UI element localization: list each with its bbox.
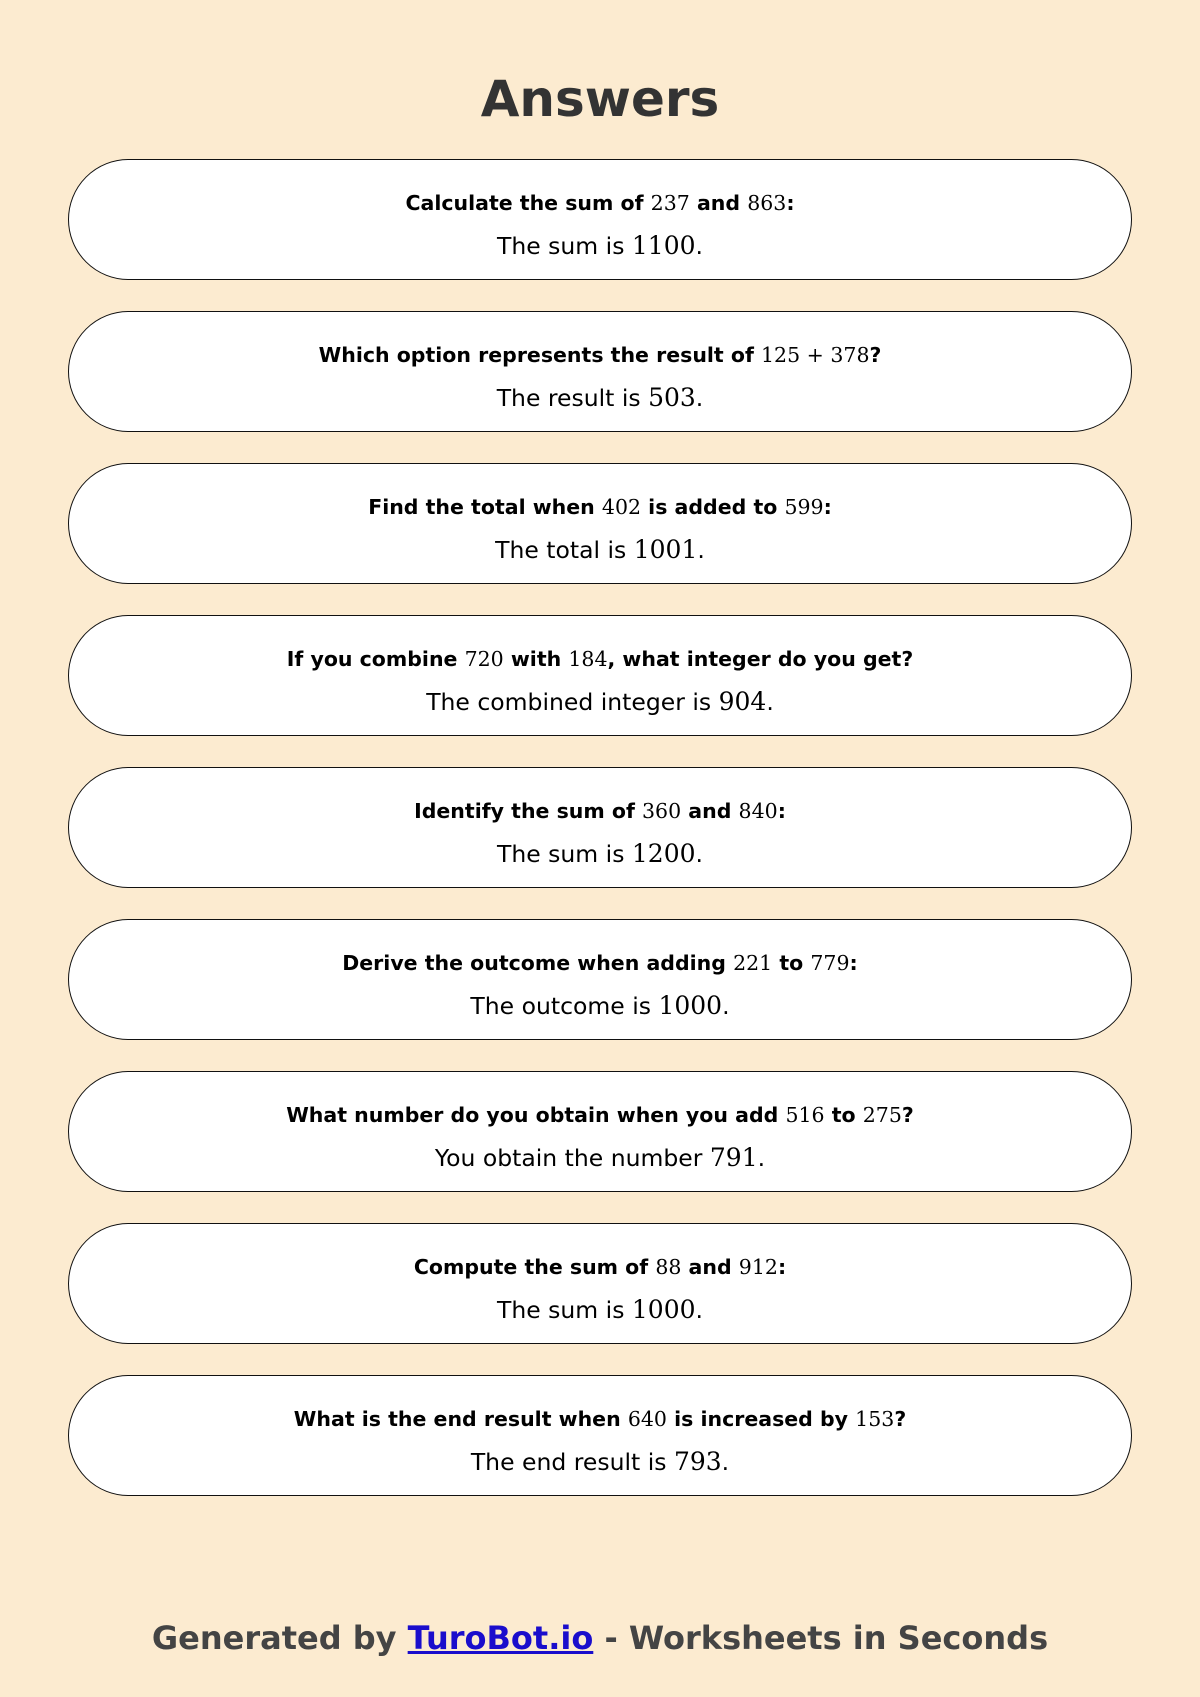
footer-prefix: Generated by	[151, 1619, 408, 1657]
text-segment: .	[695, 384, 704, 412]
text-segment: and	[689, 191, 748, 215]
text-segment: The result is	[496, 384, 649, 412]
text-segment: :	[777, 799, 786, 823]
question-text	[69, 342, 1131, 368]
text-segment: .	[695, 840, 704, 868]
text-segment: The end result is	[470, 1448, 674, 1476]
text-segment: You obtain the number	[434, 1144, 710, 1172]
answer-card	[68, 1071, 1132, 1192]
answer-text	[69, 1144, 1131, 1172]
math-value: 1200	[631, 839, 696, 868]
text-segment: .	[721, 1448, 730, 1476]
text-segment: is increased by	[666, 1407, 856, 1431]
text-segment: :	[786, 191, 795, 215]
question-text	[69, 798, 1131, 824]
text-segment: Compute the sum of	[413, 1255, 656, 1279]
math-value: 840	[738, 799, 778, 823]
text-segment: Derive the outcome when adding	[342, 951, 734, 975]
text-segment: Calculate the sum of	[405, 191, 651, 215]
math-value: 1000	[631, 1295, 696, 1324]
page-title: Answers	[480, 70, 720, 128]
math-value: 791	[709, 1143, 758, 1172]
question-text	[69, 950, 1131, 976]
text-segment: The total is	[495, 536, 634, 564]
math-value: 640	[627, 1407, 667, 1431]
answer-list	[68, 159, 1132, 1527]
turobot-link[interactable]: TuroBot.io	[407, 1619, 594, 1657]
text-segment: ?	[901, 1103, 914, 1127]
answer-card	[68, 919, 1132, 1040]
math-value: 1001	[633, 535, 698, 564]
text-segment: .	[695, 1296, 704, 1324]
math-value: 863	[747, 191, 787, 215]
math-value: 1000	[658, 991, 723, 1020]
text-segment: .	[695, 232, 704, 260]
text-segment: What is the end result when	[293, 1407, 628, 1431]
answer-text	[69, 232, 1131, 260]
text-segment: .	[766, 688, 774, 716]
answer-card	[68, 159, 1132, 280]
text-segment: , what integer do you get?	[607, 647, 914, 671]
math-value: 904	[718, 687, 767, 716]
question-text	[69, 1406, 1131, 1432]
text-segment: If you combine	[286, 647, 465, 671]
math-value: 402	[601, 495, 642, 519]
math-value: 503	[648, 383, 696, 412]
text-segment: The sum is	[496, 1296, 632, 1324]
text-segment: Identify the sum of	[414, 799, 643, 823]
math-value: 153	[855, 1407, 895, 1431]
math-value: 912	[738, 1255, 778, 1279]
question-text	[69, 190, 1131, 216]
answer-text	[69, 536, 1131, 564]
question-text	[69, 1102, 1131, 1128]
text-segment: The outcome is	[470, 992, 659, 1020]
text-segment: :	[823, 495, 832, 519]
math-value: 599	[784, 495, 824, 519]
text-segment: The sum is	[496, 232, 632, 260]
text-segment: The sum is	[496, 840, 632, 868]
math-value: 275	[862, 1103, 902, 1127]
text-segment: Which option represents the result of	[318, 343, 762, 367]
answer-text	[69, 992, 1131, 1020]
footer	[0, 1618, 1200, 1658]
text-segment: What number do you obtain when you add	[286, 1103, 786, 1127]
text-segment: and	[681, 1255, 739, 1279]
answer-card	[68, 615, 1132, 736]
answer-card	[68, 463, 1132, 584]
text-segment: and	[681, 799, 739, 823]
math-value: 779	[810, 951, 850, 975]
answer-text	[69, 688, 1131, 716]
math-value: 125 + 378	[761, 343, 870, 367]
answer-card	[68, 1375, 1132, 1496]
text-segment: .	[722, 992, 730, 1020]
text-segment: :	[777, 1255, 787, 1279]
text-segment: with	[503, 647, 569, 671]
answer-text	[69, 1448, 1131, 1476]
math-value: 516	[785, 1103, 825, 1127]
text-segment: :	[849, 951, 858, 975]
answer-card	[68, 311, 1132, 432]
text-segment: ?	[894, 1407, 907, 1431]
text-segment: .	[697, 536, 705, 564]
text-segment: The combined integer is	[426, 688, 719, 716]
answer-text	[69, 840, 1131, 868]
answer-text	[69, 1296, 1131, 1324]
math-value: 184	[568, 647, 608, 671]
text-segment: to	[772, 951, 811, 975]
math-value: 360	[642, 799, 682, 823]
question-text	[69, 494, 1131, 520]
answer-text	[69, 384, 1131, 412]
answer-card	[68, 1223, 1132, 1344]
math-value: 1100	[631, 231, 696, 260]
math-value: 793	[673, 1447, 722, 1476]
math-value: 720	[464, 647, 504, 671]
math-value: 88	[655, 1255, 682, 1279]
question-text	[69, 646, 1131, 672]
question-text	[69, 1254, 1131, 1280]
text-segment: Find the total when	[368, 495, 602, 519]
text-segment: ?	[869, 343, 882, 367]
text-segment: is added to	[641, 495, 785, 519]
math-value: 237	[650, 191, 690, 215]
text-segment: to	[824, 1103, 863, 1127]
answer-card	[68, 767, 1132, 888]
math-value: 221	[733, 951, 773, 975]
footer-suffix: - Worksheets in Seconds	[593, 1619, 1049, 1657]
text-segment: .	[757, 1144, 766, 1172]
